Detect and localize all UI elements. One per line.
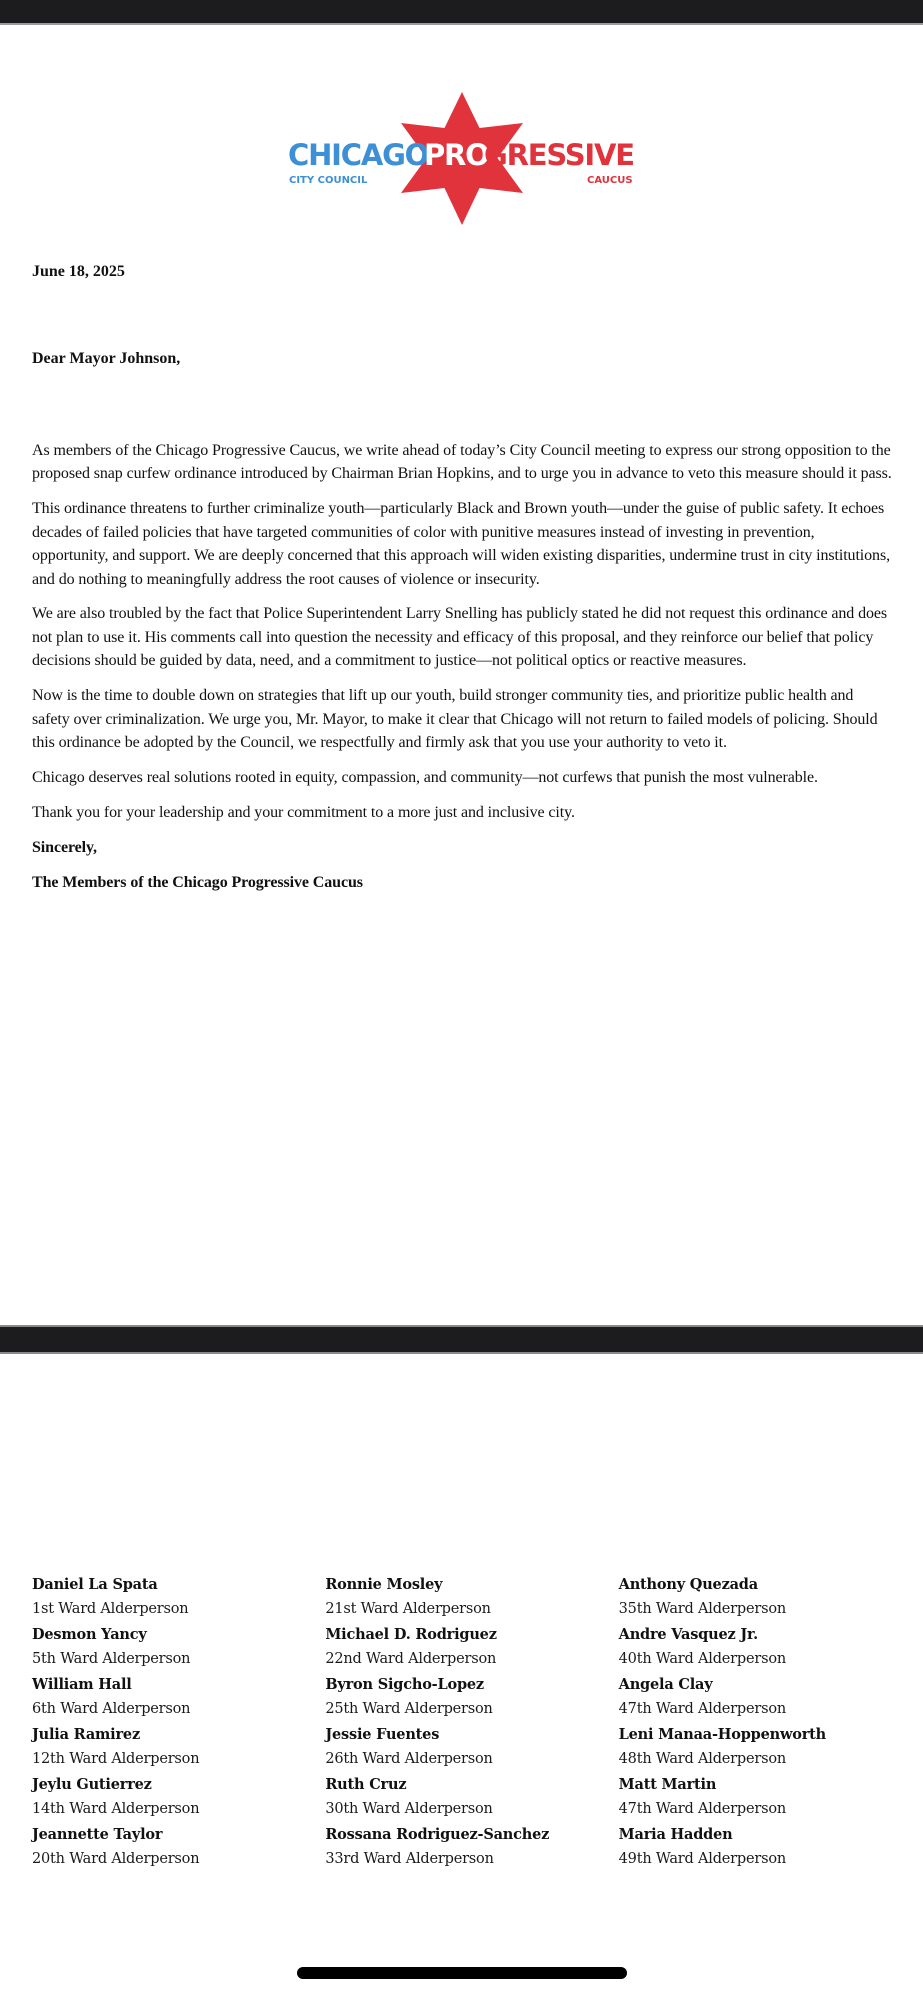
signatory-name: Julia Ramirez xyxy=(32,1726,140,1743)
logo-sub-city-council: CITY COUNCIL xyxy=(289,175,368,186)
page-divider-bar xyxy=(0,1325,923,1354)
paragraph-superintendent: We are also troubled by the fact that Police Superintendent Larry Snelling has publicly stated he did not request this ordinance and does not plan to use it. His comments call into question the necessity and efficacy of this proposal, and they reinforce our belief that policy decisions should be guided by data, need, and a commitment to justice—not political optics or reactive measures. xyxy=(32,605,887,670)
signatory-name: Anthony Quezada xyxy=(618,1576,758,1593)
signatory-name: Rossana Rodriguez-Sanchez xyxy=(325,1826,550,1843)
signatory-name: William Hall xyxy=(32,1676,132,1693)
signatory-name: Andre Vasquez Jr. xyxy=(618,1626,758,1643)
signatory-title: 35th Ward Alderperson xyxy=(618,1601,786,1617)
letter-salutation: Dear Mayor Johnson, xyxy=(32,350,181,367)
logo-sub-caucus: CAUCUS xyxy=(587,175,633,186)
letter-date: June 18, 2025 xyxy=(32,263,125,280)
signatory-title: 30th Ward Alderperson xyxy=(325,1801,493,1817)
logo-word-gressive: GRESSIVE xyxy=(484,138,634,172)
signatory-title: 40th Ward Alderperson xyxy=(618,1651,786,1667)
signatory-title: 5th Ward Alderperson xyxy=(32,1651,191,1667)
paragraph-thank-you: Thank you for your leadership and your commitment to a more just and inclusive city. xyxy=(32,803,575,821)
signatory-name: Desmon Yancy xyxy=(32,1626,147,1643)
paragraph-urge-veto: Now is the time to double down on strategies that lift up our youth, build stronger community ties, and prioritize public health and safety over criminalization. We urge you, Mr. Mayor, to make it clear that Chicago will not return to failed models of policing. Should this ordinance be adopted by the Council, we respectfully and firmly ask that you use your authority to veto it. xyxy=(32,687,878,751)
signatory-name: Leni Manaa-Hoppenworth xyxy=(618,1726,827,1743)
signatory-title: 25th Ward Alderperson xyxy=(325,1701,493,1717)
signatory-title: 21st Ward Alderperson xyxy=(325,1601,491,1617)
signatories-column-2 xyxy=(325,1572,618,1872)
signatory-name: Ruth Cruz xyxy=(325,1776,407,1793)
signatories-column-3 xyxy=(619,1572,912,1872)
logo-word-pro: PRO xyxy=(424,138,489,172)
signatory-title: 20th Ward Alderperson xyxy=(32,1851,200,1867)
signatory-name: Jeylu Gutierrez xyxy=(32,1776,152,1793)
signatories-column-1 xyxy=(32,1572,325,1872)
home-indicator[interactable] xyxy=(297,1967,627,1979)
signatory-title: 22nd Ward Alderperson xyxy=(325,1651,497,1667)
signatory-title: 33rd Ward Alderperson xyxy=(325,1851,494,1867)
letter-signature: The Members of the Chicago Progressive Caucus xyxy=(32,873,363,891)
signatory-title: 26th Ward Alderperson xyxy=(325,1751,493,1767)
paragraph-intro: As members of the Chicago Progressive Caucus, we write ahead of today’s City Council meeting to express our strong opposition to the proposed snap curfew ordinance introduced by Chairman Brian Hopkins, and to urge you in advance to veto this measure should it pass. xyxy=(32,442,892,483)
signatory-name: Byron Sigcho-Lopez xyxy=(325,1676,484,1693)
signatory-name: Matt Martin xyxy=(618,1776,717,1793)
signatory-title: 47th Ward Alderperson xyxy=(618,1701,786,1717)
signatory-name: Angela Clay xyxy=(618,1676,713,1693)
paragraph-real-solutions: Chicago deserves real solutions rooted in equity, compassion, and community—not curfews that punish the most vulnerable. xyxy=(32,768,818,786)
chicago-progressive-caucus-logo xyxy=(280,86,650,232)
signatory-title: 1st Ward Alderperson xyxy=(32,1601,189,1617)
letter-closing: Sincerely, xyxy=(32,838,97,856)
signatories-list xyxy=(32,1572,912,1872)
signatory-name: Daniel La Spata xyxy=(32,1576,158,1593)
signatory-title: 12th Ward Alderperson xyxy=(32,1751,200,1767)
letter-body xyxy=(32,439,894,906)
signatory-name: Maria Hadden xyxy=(618,1826,733,1843)
top-bar xyxy=(0,0,923,25)
signatory-title: 14th Ward Alderperson xyxy=(32,1801,200,1817)
signatory-name: Jeannette Taylor xyxy=(32,1826,163,1843)
signatory-title: 6th Ward Alderperson xyxy=(32,1701,191,1717)
signatory-title: 48th Ward Alderperson xyxy=(618,1751,786,1767)
signatory-title: 47th Ward Alderperson xyxy=(618,1801,786,1817)
signatory-name: Michael D. Rodriguez xyxy=(325,1626,497,1643)
paragraph-criminalize: This ordinance threatens to further criminalize youth—particularly Black and Brown youth—under the guise of public safety. It echoes decades of failed policies that have targeted communities of color with punitive measures instead of investing in prevention, opportunity, and support. We are deeply concerned that this approach will widen existing disparities, undermine trust in city institutions, and do nothing to meaningfully address the root causes of violence or insecurity. xyxy=(32,500,890,588)
signatory-name: Ronnie Mosley xyxy=(325,1576,443,1593)
logo-word-chicago: CHICAGO xyxy=(288,138,429,172)
signatory-title: 49th Ward Alderperson xyxy=(618,1851,786,1867)
signatory-name: Jessie Fuentes xyxy=(325,1726,440,1743)
